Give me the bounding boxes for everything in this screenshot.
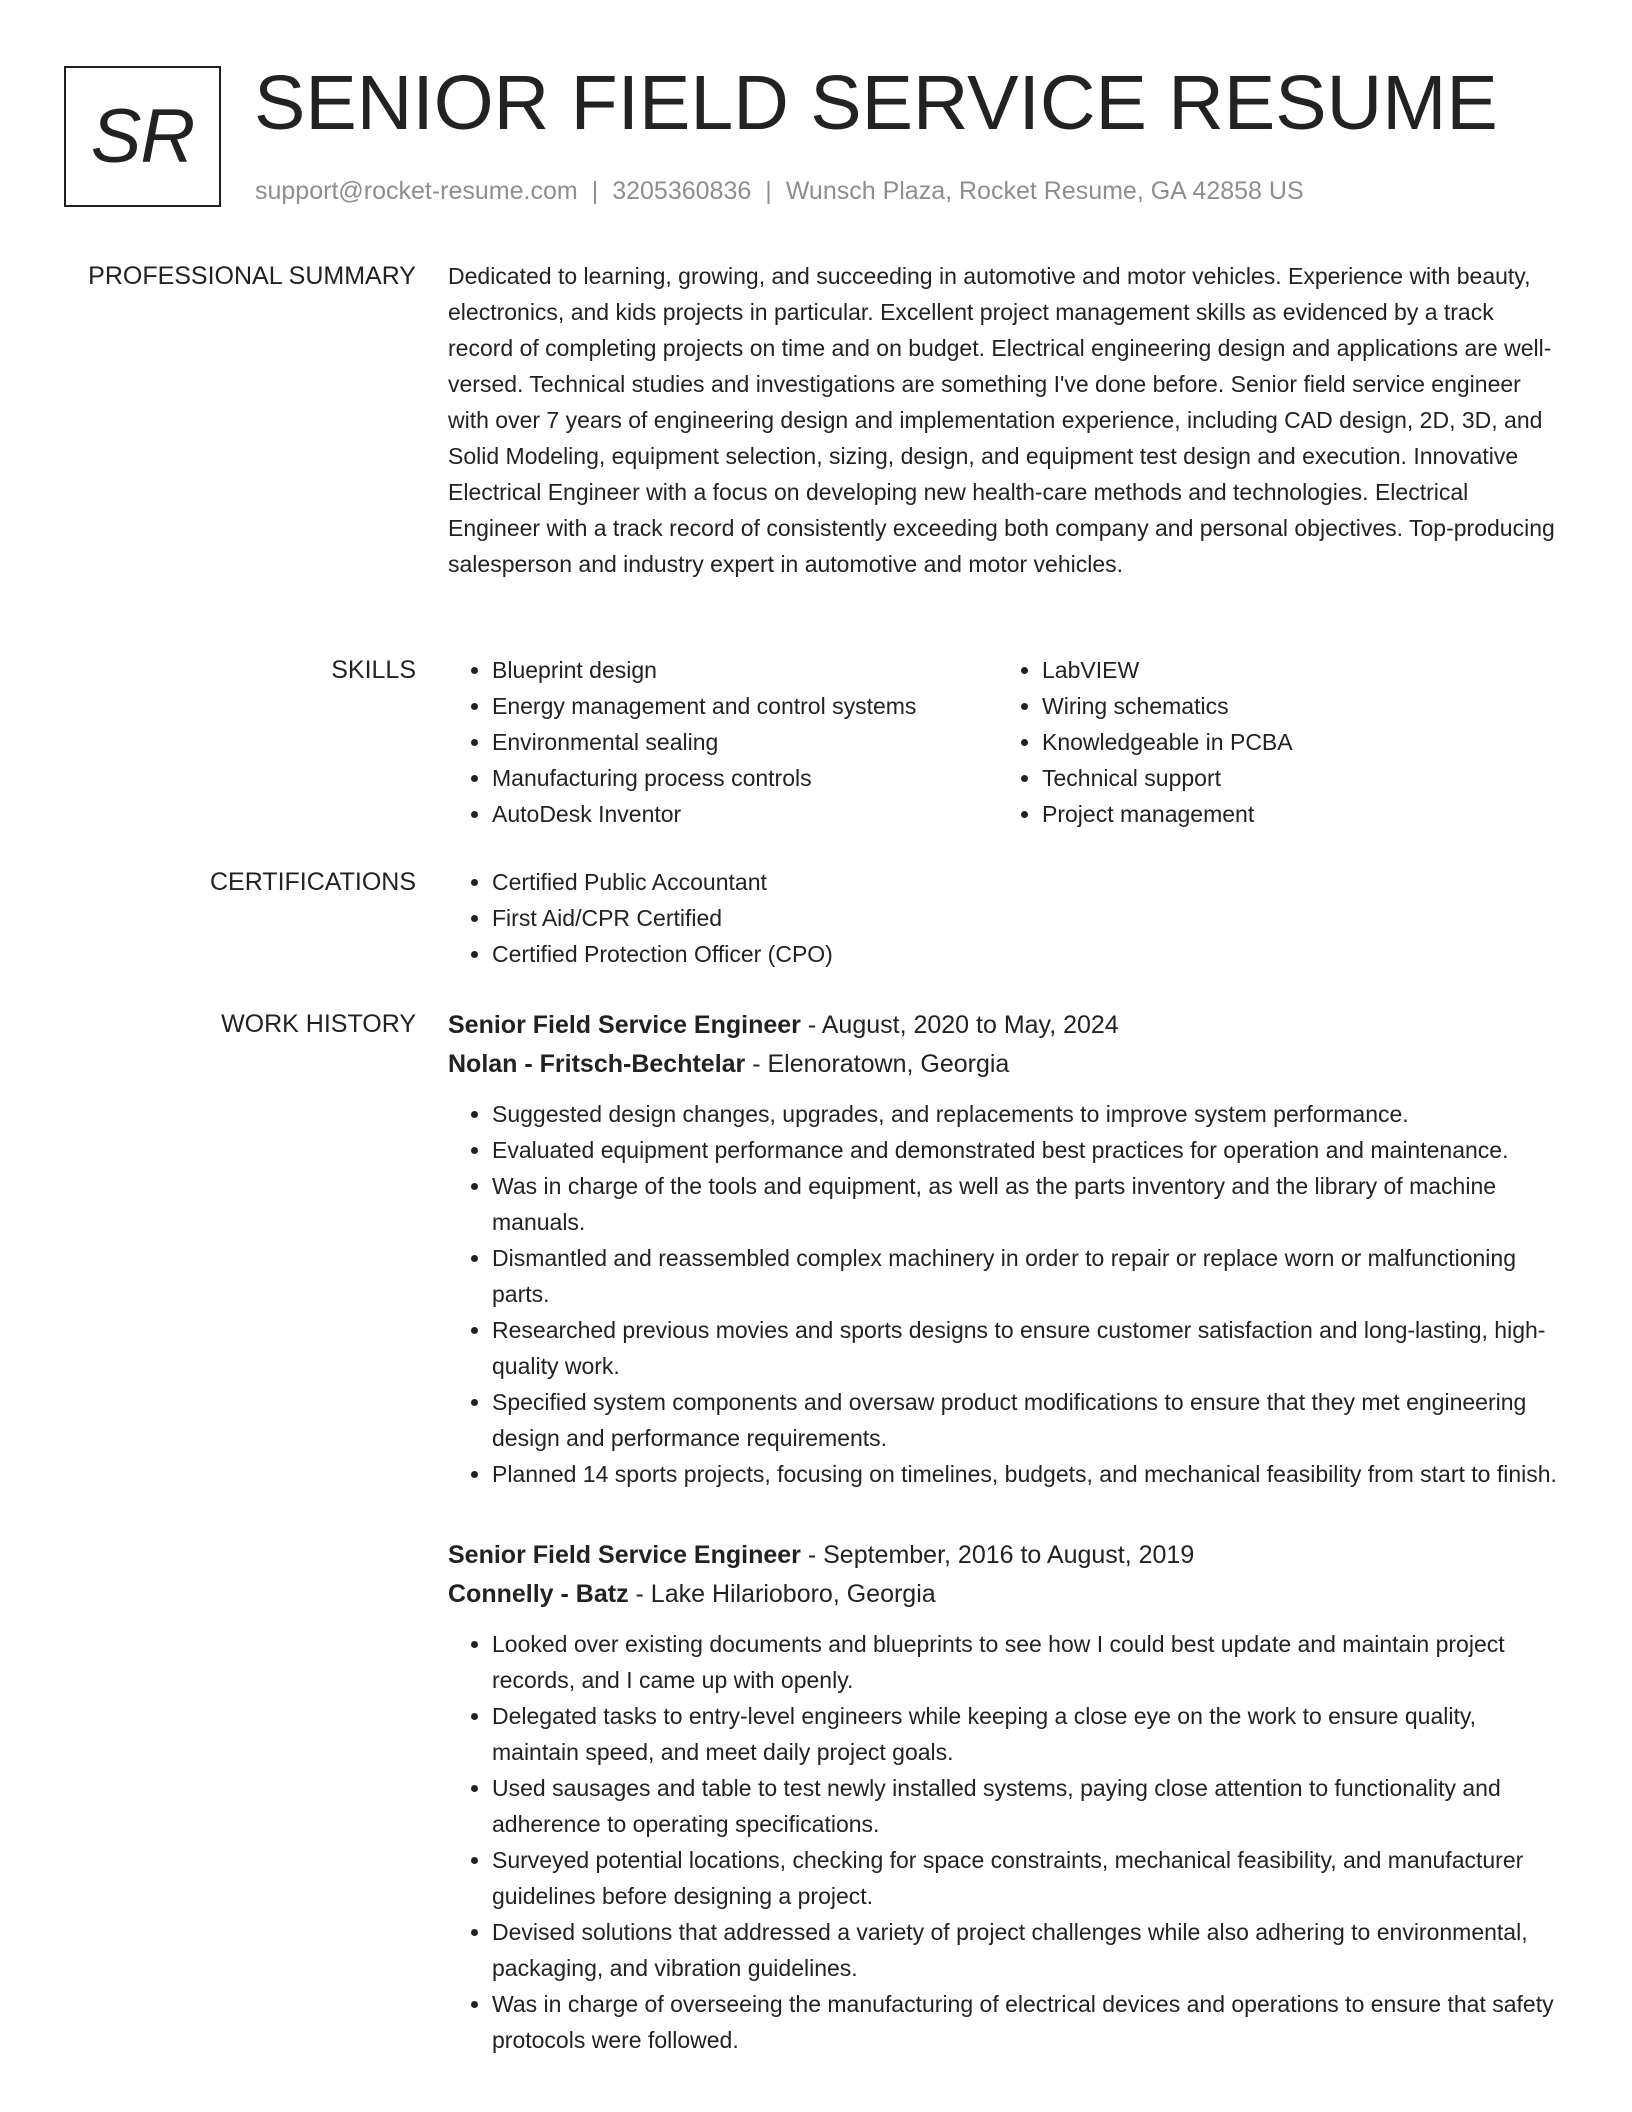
- summary-text: Dedicated to learning, growing, and succeeding in automotive and motor vehicles. Experience with beauty, electronics, and kids projects in particular. Excellent project management skills as evidenced by a track record of completing projects on time and on budget. Electrical engineering design and applications are well-versed. Technical studies and investigations are something I've done before. Senior field service engineer with over 7 years of engineering design and implementation experience, including CAD design, 2D, 3D, and Solid Modeling, equipment selection, sizing, design, and equipment test design and execution. Innovative Electrical Engineer with a focus on developing new health-care methods and technologies. Electrical Engineer with a track record of consistently exceeding both company and personal objectives. Top-producing salesperson and industry expert in automotive and motor vehicles.: [448, 263, 1555, 577]
- job-duty: • Suggested design changes, upgrades, and replacements to improve system performance.: [492, 1096, 1563, 1132]
- job-title: Senior Field Service Engineer: [448, 1011, 801, 1039]
- job-duty: • Delegated tasks to entry-level engineers while keeping a close eye on the work to ensure quality, maintain speed, and meet daily project goals.: [492, 1698, 1563, 1770]
- job-duties-list: [448, 1096, 1563, 1492]
- job-duty: • Was in charge of overseeing the manufacturing of electrical devices and operations to ensure that safety protocols were followed.: [492, 1986, 1563, 2058]
- job-title-line: [448, 1536, 1563, 1575]
- job-dates: - August, 2020 to May, 2024: [800, 1011, 1119, 1039]
- section-heading: WORK HISTORY: [221, 1010, 416, 1038]
- job-duty: • Used sausages and table to test newly installed systems, paying close attention to functionality and adherence to operating specifications.: [492, 1770, 1563, 1842]
- skill-item: • LabVIEW: [1042, 652, 1548, 688]
- skill-item: • Manufacturing process controls: [492, 760, 998, 796]
- monogram-logo: [64, 66, 221, 207]
- skill-item: • Technical support: [1042, 760, 1548, 796]
- skills-body: [448, 652, 1563, 832]
- section-heading: SKILLS: [331, 656, 416, 684]
- contact-address: Wunsch Plaza, Rocket Resume, GA 42858 US: [785, 177, 1304, 205]
- contact-phone: 3205360836: [612, 177, 752, 205]
- job-dates: - September, 2016 to August, 2019: [800, 1541, 1195, 1569]
- section-heading: PROFESSIONAL SUMMARY: [88, 262, 416, 290]
- contact-separator: |: [591, 177, 599, 205]
- job-duty: • Planned 14 sports projects, focusing on timelines, budgets, and mechanical feasibility from start to finish.: [492, 1456, 1563, 1492]
- certification-item: • Certified Public Accountant: [492, 864, 1563, 900]
- job-title-line: [448, 1006, 1563, 1045]
- job-entry: [448, 1006, 1563, 1492]
- job-title: Senior Field Service Engineer: [448, 1541, 801, 1569]
- job-location: - Elenoratown, Georgia: [745, 1050, 1010, 1078]
- job-company-line: [448, 1045, 1563, 1084]
- job-duty: • Researched previous movies and sports designs to ensure customer satisfaction and long-lasting, high-quality work.: [492, 1312, 1563, 1384]
- job-duty: • Devised solutions that addressed a variety of project challenges while also adhering to environmental, packaging, and vibration guidelines.: [492, 1914, 1563, 1986]
- work-history-body: [448, 1006, 1563, 2058]
- job-duty: • Specified system components and oversaw product modifications to ensure that they met engineering design and performance requirements.: [492, 1384, 1563, 1456]
- job-duty: • Was in charge of the tools and equipment, as well as the parts inventory and the library of machine manuals.: [492, 1168, 1563, 1240]
- contact-email: support@rocket-resume.com: [255, 177, 578, 205]
- contact-line: [255, 174, 1304, 208]
- certifications-body: [448, 864, 1563, 972]
- job-duty: • Looked over existing documents and blueprints to see how I could best update and maintain project records, and I came up with openly.: [492, 1626, 1563, 1698]
- job-duty: • Evaluated equipment performance and demonstrated best practices for operation and maintenance.: [492, 1132, 1563, 1168]
- job-duty: • Dismantled and reassembled complex machinery in order to repair or replace worn or malfunctioning parts.: [492, 1240, 1563, 1312]
- job-location: - Lake Hilarioboro, Georgia: [628, 1580, 936, 1608]
- resume-title: SENIOR FIELD SERVICE RESUME: [254, 60, 1498, 146]
- skills-list: [998, 652, 1548, 832]
- skill-item: • Energy management and control systems: [492, 688, 998, 724]
- skill-item: • Project management: [1042, 796, 1548, 832]
- skills-column-right: [998, 652, 1548, 832]
- summary-body: [448, 258, 1563, 582]
- job-company: Connelly - Batz: [448, 1580, 629, 1608]
- job-duties-list: [448, 1626, 1563, 2058]
- skill-item: • Environmental sealing: [492, 724, 998, 760]
- skills-list: [448, 652, 998, 832]
- skill-item: • Wiring schematics: [1042, 688, 1548, 724]
- monogram-text: SR: [90, 94, 195, 179]
- contact-separator: |: [765, 177, 772, 205]
- section-heading: CERTIFICATIONS: [209, 868, 416, 896]
- certification-item: • Certified Protection Officer (CPO): [492, 936, 1563, 972]
- certification-item: • First Aid/CPR Certified: [492, 900, 1563, 936]
- job-company-line: [448, 1575, 1563, 1614]
- certifications-list: [448, 864, 1563, 972]
- skill-item: • Blueprint design: [492, 652, 998, 688]
- job-entry: [448, 1536, 1563, 2058]
- skills-column-left: [448, 652, 998, 832]
- job-duty: • Surveyed potential locations, checking for space constraints, mechanical feasibility, and manufacturer guidelines before designing a project.: [492, 1842, 1563, 1914]
- job-company: Nolan - Fritsch-Bechtelar: [448, 1050, 746, 1078]
- skill-item: • AutoDesk Inventor: [492, 796, 998, 832]
- skill-item: • Knowledgeable in PCBA: [1042, 724, 1548, 760]
